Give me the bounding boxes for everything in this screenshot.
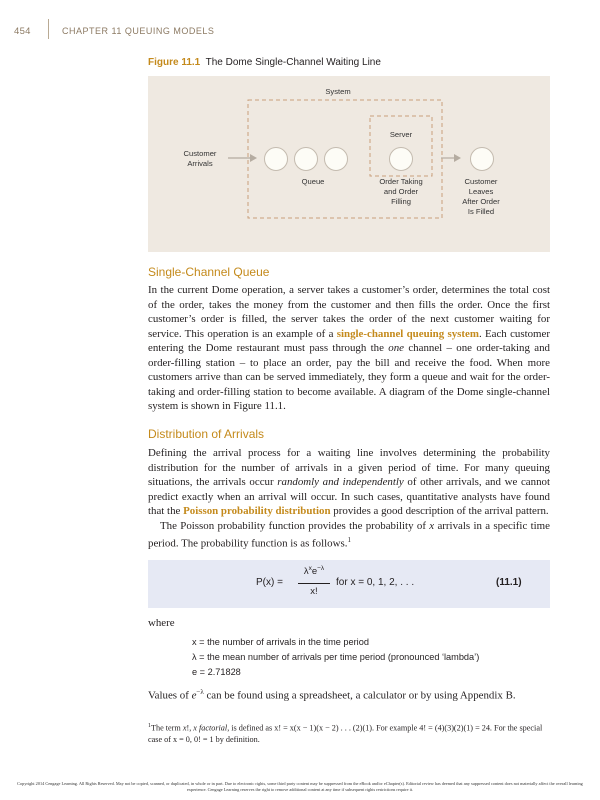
section-heading-arrivals: Distribution of Arrivals	[148, 427, 265, 441]
figure-caption	[148, 57, 381, 68]
definition-lambda: λ = the mean number of arrivals per time period (pronounced ‘lambda’)	[192, 652, 480, 662]
figure-number: Figure 11.1	[148, 57, 201, 68]
queue-customer-1	[264, 147, 288, 171]
where-label: where	[148, 617, 175, 629]
key-term: Poisson probability distribution	[183, 505, 331, 517]
equation-box	[148, 560, 550, 608]
departure-arrowhead	[454, 154, 461, 162]
values-sentence: Values of $e^{-\lambda}$ can be found using a spreadsheet, a calculator or by using Appendix B.	[148, 688, 516, 702]
chapter-title: CHAPTER 11 QUEUING MODELS	[62, 26, 215, 36]
header-divider	[48, 19, 49, 39]
page-number: 454	[14, 26, 31, 37]
equation-lhs: P(x) =	[256, 577, 283, 588]
queue-customer-3	[324, 147, 348, 171]
section-single-channel-text: In the current Dome operation, a server takes a customer’s order, determines the total cost of the order, takes the money from the customer and then fills the order. Once the first customer’s order is filled, the server takes the order of the next customer waiting for service. This operation is an example of a single-channel queuing system. Each customer entering the Dome restaurant must pass through the one channel – one order-taking and order-filling station – to place an order, pay the bill and receive the food. When more customers arrive than can be served immediately, they form a queue and wait for the order-taking and order-filling station to become available. A diagram of the Dome single-channel system is shown in Figure 11.1.	[148, 284, 550, 412]
footnote: $^1$The term x!, x factorial, is defined as x! = x(x − 1)(x − 2) . . . (2)(1). For example 4! = (4)(3)(2)(1) = 24. For the special case of x = 0, 0! = 1 by definition.	[148, 723, 543, 744]
definition-x: x = the number of arrivals in the time period	[192, 637, 369, 647]
equation-number: (11.1)	[496, 577, 522, 588]
server-customer	[389, 147, 413, 171]
queue-label: Queue	[301, 177, 325, 186]
customer-arrivals-label: Customer Arrivals	[183, 149, 217, 168]
equation-denominator: x!	[310, 586, 318, 597]
departing-customer	[470, 147, 494, 171]
figure-diagram	[148, 76, 550, 252]
definition-e: e = 2.71828	[192, 667, 241, 677]
copyright-notice: Copyright 2014 Cengage Learning. All Rights Reserved. May not be copied, scanned, or duplicated, in whole or in part. Due to electronic rights, some third party content may be suppressed from the eBook and/or eChapter(s). Editorial review has deemed that any suppressed content does not materially affect the overall learning experience. Cengage Learning reserves the right to remove additional content at any time if subsequent rights restrictions require it.	[17, 781, 583, 792]
server-label: Server	[389, 130, 413, 139]
equation-numerator: $\lambda^xe^{-\lambda}$	[303, 565, 325, 578]
fraction-bar	[298, 583, 330, 584]
customer-leaves-label: Customer Leaves After Order Is Filled	[462, 177, 500, 216]
server-caption: Order Taking and Order Filling	[379, 177, 423, 206]
section-arrivals-text: Defining the arrival process for a waiting line involves determining the probability distribution for the number of arrivals in a given period of time. For many queuing situations, the arrivals occur randomly and independently of other arrivals, and we cannot predict exactly when an arrival will occur. In such cases, quantitative analysts have found that the Poisson probability distribution provides a good description of the arrival pattern. The Poisson probability function provides the probability of x arrivals in a specific time period. The probability function is as follows.$^1$	[148, 447, 550, 550]
section-heading-single-channel: Single-Channel Queue	[148, 265, 270, 279]
system-label: System	[325, 87, 351, 96]
key-term: single-channel queuing system	[336, 327, 479, 340]
equation-condition: for x = 0, 1, 2, . . .	[336, 577, 415, 588]
figure-title: The Dome Single-Channel Waiting Line	[205, 57, 381, 68]
queue-customer-2	[294, 147, 318, 171]
arrival-arrowhead	[250, 154, 257, 162]
